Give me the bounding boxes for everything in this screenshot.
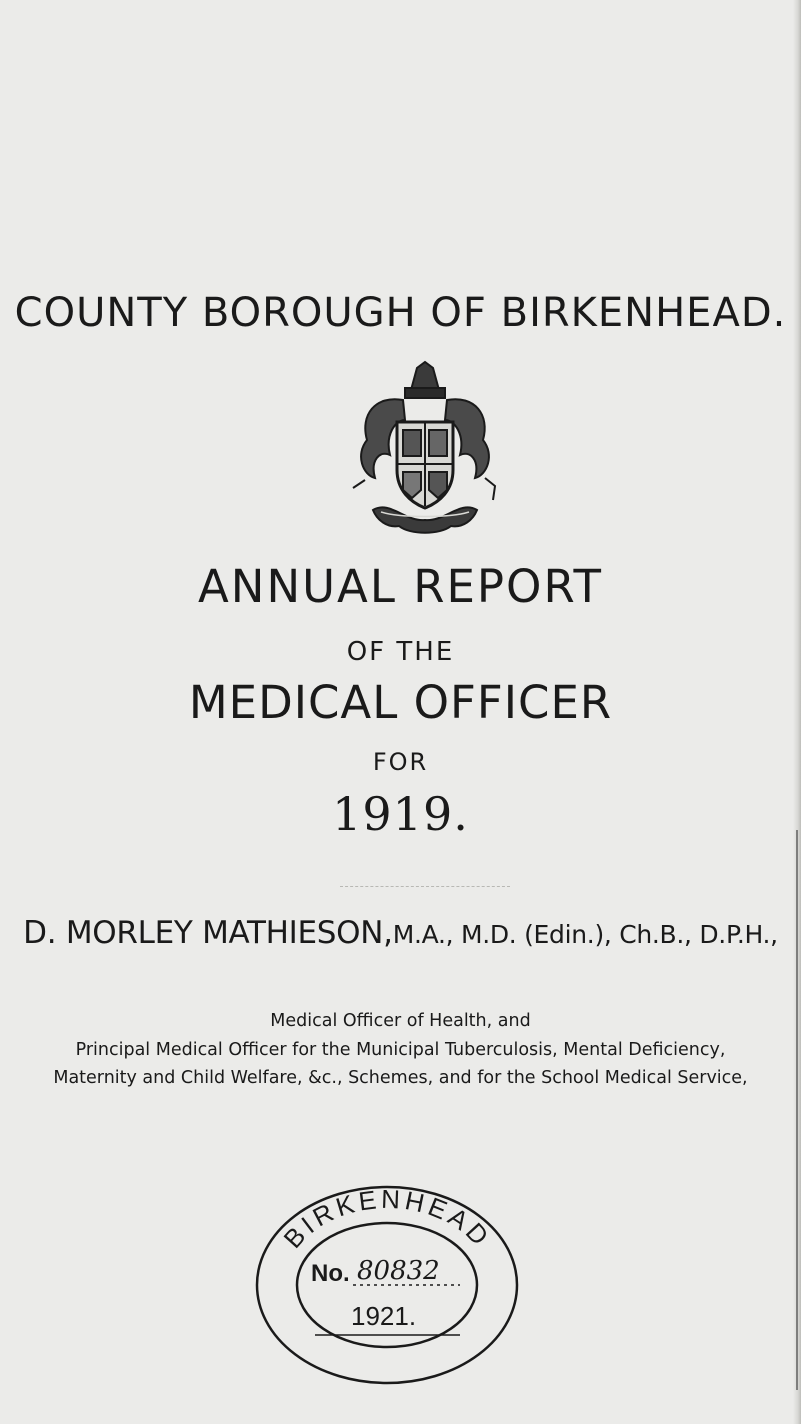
author-name: D. MORLEY MATHIESON, [23, 915, 393, 951]
report-title: ANNUAL REPORT [198, 560, 603, 613]
borough-heading: COUNTY BOROUGH OF BIRKENHEAD. [14, 290, 787, 336]
coat-of-arms-icon [345, 360, 505, 535]
divider [340, 886, 510, 887]
stamp-library-name: BIRKENHEAD [277, 1183, 498, 1254]
author-role-line-3: Maternity and Child Welfare, &c., Schemes, and for the School Medical Service, [53, 1068, 748, 1088]
report-subject: MEDICAL OFFICER [188, 676, 613, 729]
stamp-number-label: No. [311, 1260, 350, 1287]
author-role-line-1: Medical Officer of Health, and [270, 1011, 531, 1031]
report-of-the: OF THE [346, 637, 455, 667]
report-year: 1919. [332, 787, 469, 841]
author-degrees: M.A., M.D. (Edin.), Ch.B., D.P.H., [392, 920, 778, 949]
stamp-year: 1921. [351, 1301, 417, 1331]
page-edge-shadow [796, 830, 798, 1390]
library-stamp [245, 1175, 530, 1395]
author-line [0, 915, 801, 951]
author-role-line-2: Principal Medical Officer for the Municipal Tuberculosis, Mental Deficiency, [75, 1040, 726, 1060]
svg-text:BIRKENHEAD [278, 1184, 498, 1254]
stamp-number-value: 80832 [357, 1256, 440, 1286]
report-for: FOR [372, 748, 429, 776]
